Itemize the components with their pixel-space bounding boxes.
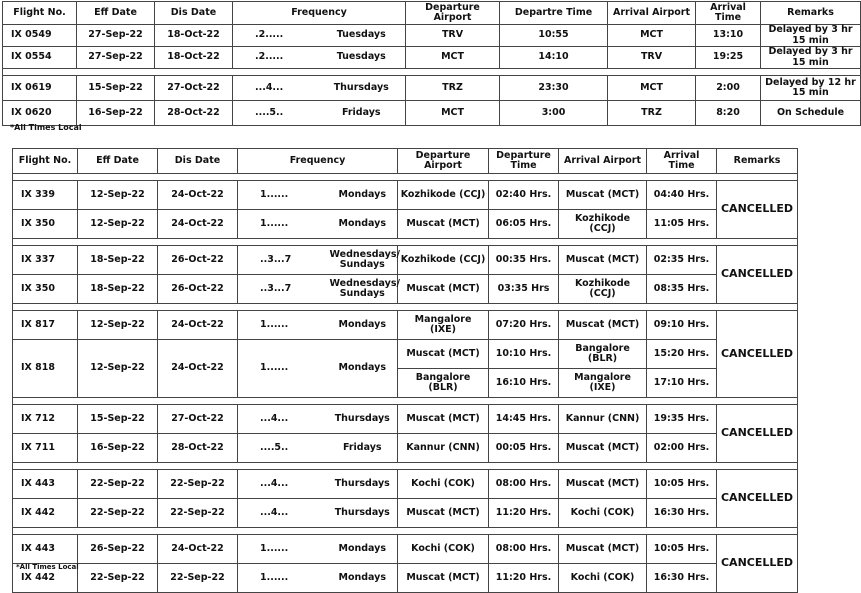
- header-departure-airport: Departure Airport: [406, 2, 500, 25]
- table-row: [13, 564, 798, 593]
- eff-date: 18-Sep-22: [78, 246, 158, 275]
- frequency-code: 1......: [238, 564, 328, 593]
- separator-cell: [13, 174, 798, 181]
- header-arrival-airport: Arrival Airport: [559, 149, 647, 174]
- separator-cell: [13, 398, 798, 405]
- dis-date: 22-Sep-22: [158, 470, 238, 499]
- arrival-time: 11:05 Hrs.: [647, 210, 717, 239]
- header-dis-date: Dis Date: [158, 149, 238, 174]
- departure-airport: Muscat (MCT): [398, 340, 489, 369]
- frequency-code: ....5..: [238, 434, 328, 463]
- separator-cell: [13, 528, 798, 535]
- table-row: [13, 535, 798, 564]
- dis-date: 24-Oct-22: [158, 210, 238, 239]
- flight-no: IX 350: [13, 210, 78, 239]
- table-row: [13, 405, 798, 434]
- flight-no: IX 0549: [3, 25, 77, 47]
- frequency-day: Fridays: [328, 434, 398, 463]
- arrival-time: 10:05 Hrs.: [647, 470, 717, 499]
- dis-date: 27-Oct-22: [155, 76, 233, 101]
- arrival-airport: Kannur (CNN): [559, 405, 647, 434]
- eff-date: 12-Sep-22: [78, 210, 158, 239]
- group-separator: [13, 239, 798, 246]
- arrival-airport: Muscat (MCT): [559, 311, 647, 340]
- departure-time: 3:00: [500, 101, 608, 126]
- group-separator: [13, 398, 798, 405]
- flight-no: IX 443: [13, 470, 78, 499]
- frequency-day: Mondays: [328, 564, 398, 593]
- arrival-time: 16:30 Hrs.: [647, 499, 717, 528]
- departure-airport: Kochi (COK): [398, 470, 489, 499]
- flight-no: IX 350: [13, 275, 78, 304]
- arrival-airport: Kochi (COK): [559, 564, 647, 593]
- frequency-code: 1......: [238, 340, 328, 398]
- header-departure-time: Departre Time: [500, 2, 608, 25]
- group-separator: [3, 69, 861, 76]
- dis-date: 22-Sep-22: [158, 564, 238, 593]
- departure-time: 03:35 Hrs: [489, 275, 559, 304]
- arrival-time: 19:35 Hrs.: [647, 405, 717, 434]
- dis-date: 24-Oct-22: [158, 311, 238, 340]
- header-arrival-time: Arrival Time: [696, 2, 761, 25]
- remarks: Delayed by 3 hr 15 min: [761, 47, 861, 69]
- arrival-airport: Muscat (MCT): [559, 181, 647, 210]
- departure-airport: TRZ: [406, 76, 500, 101]
- header-flight-no: Flight No.: [13, 149, 78, 174]
- dis-date: 26-Oct-22: [158, 246, 238, 275]
- departure-airport: MCT: [406, 101, 500, 126]
- arrival-airport: Kozhikode (CCJ): [559, 210, 647, 239]
- flight-no: IX 712: [13, 405, 78, 434]
- frequency-day: Fridays: [318, 101, 406, 126]
- remarks: Delayed by 12 hr 15 min: [761, 76, 861, 101]
- table-row: [13, 311, 798, 340]
- frequency-code: 1......: [238, 311, 328, 340]
- arrival-time: 04:40 Hrs.: [647, 181, 717, 210]
- arrival-airport: Bangalore (BLR): [559, 340, 647, 369]
- frequency-code: ...4...: [238, 499, 328, 528]
- header-dis-date: Dis Date: [155, 2, 233, 25]
- remarks-cancelled: CANCELLED: [717, 470, 798, 528]
- arrival-airport: TRV: [608, 47, 696, 69]
- frequency-code: ..3...7: [238, 246, 328, 275]
- departure-time: 14:10: [500, 47, 608, 69]
- table-row: [13, 499, 798, 528]
- frequency-day: Thursdays: [318, 76, 406, 101]
- dis-date: 24-Oct-22: [158, 181, 238, 210]
- header-flight-no: Flight No.: [3, 2, 77, 25]
- arrival-time: 8:20: [696, 101, 761, 126]
- frequency-day: Mondays: [328, 535, 398, 564]
- frequency-day: Thursdays: [328, 405, 398, 434]
- departure-airport: MCT: [406, 47, 500, 69]
- departure-airport: Muscat (MCT): [398, 499, 489, 528]
- departure-airport: Bangalore (BLR): [398, 369, 489, 398]
- times-local-note: *All Times Local: [16, 563, 79, 571]
- delayed-flights-table: [2, 1, 861, 126]
- header-departure-time: Departure Time: [489, 149, 559, 174]
- departure-airport: Kozhikode (CCJ): [398, 246, 489, 275]
- header-remarks: Remarks: [761, 2, 861, 25]
- dis-date: 18-Oct-22: [155, 25, 233, 47]
- arrival-time: 15:20 Hrs.: [647, 340, 717, 369]
- eff-date: 27-Sep-22: [77, 25, 155, 47]
- arrival-time: 09:10 Hrs.: [647, 311, 717, 340]
- eff-date: 12-Sep-22: [78, 181, 158, 210]
- table-row: [13, 181, 798, 210]
- arrival-airport: Muscat (MCT): [559, 246, 647, 275]
- dis-date: 22-Sep-22: [158, 499, 238, 528]
- header-eff-date: Eff Date: [77, 2, 155, 25]
- cancelled-flights-table: [12, 148, 798, 593]
- arrival-time: 19:25: [696, 47, 761, 69]
- table-row: [3, 25, 861, 47]
- table-row: [3, 76, 861, 101]
- arrival-airport: Kochi (COK): [559, 499, 647, 528]
- table-row: [13, 470, 798, 499]
- flight-no: IX 0619: [3, 76, 77, 101]
- separator-cell: [13, 304, 798, 311]
- separator-cell: [13, 239, 798, 246]
- eff-date: 18-Sep-22: [78, 275, 158, 304]
- arrival-time: 02:35 Hrs.: [647, 246, 717, 275]
- arrival-airport: MCT: [608, 76, 696, 101]
- arrival-time: 02:00 Hrs.: [647, 434, 717, 463]
- flight-no: IX 442: [13, 499, 78, 528]
- remarks-cancelled: CANCELLED: [717, 405, 798, 463]
- frequency-day: Wednesdays/ Sundays: [328, 246, 398, 275]
- arrival-time: 2:00: [696, 76, 761, 101]
- frequency-day: Wednesdays/ Sundays: [328, 275, 398, 304]
- frequency-day: Mondays: [328, 340, 398, 398]
- eff-date: 22-Sep-22: [78, 564, 158, 593]
- table-row: [3, 101, 861, 126]
- departure-time: 16:10 Hrs.: [489, 369, 559, 398]
- eff-date: 26-Sep-22: [78, 535, 158, 564]
- departure-airport: TRV: [406, 25, 500, 47]
- departure-airport: Kochi (COK): [398, 535, 489, 564]
- eff-date: 15-Sep-22: [77, 76, 155, 101]
- remarks-cancelled: CANCELLED: [717, 535, 798, 593]
- group-separator: [13, 528, 798, 535]
- departure-time: 00:05 Hrs.: [489, 434, 559, 463]
- separator-cell: [13, 463, 798, 470]
- arrival-time: 08:35 Hrs.: [647, 275, 717, 304]
- arrival-airport: Muscat (MCT): [559, 470, 647, 499]
- eff-date: 12-Sep-22: [78, 311, 158, 340]
- flight-no: IX 0554: [3, 47, 77, 69]
- header-eff-date: Eff Date: [78, 149, 158, 174]
- frequency-day: Tuesdays: [318, 25, 406, 47]
- departure-airport: Muscat (MCT): [398, 405, 489, 434]
- separator-cell: [3, 69, 861, 76]
- eff-date: 22-Sep-22: [78, 470, 158, 499]
- header-remarks: Remarks: [717, 149, 798, 174]
- remarks-cancelled: CANCELLED: [717, 311, 798, 398]
- arrival-airport: Kozhikode (CCJ): [559, 275, 647, 304]
- arrival-time: 13:10: [696, 25, 761, 47]
- dis-date: 28-Oct-22: [155, 101, 233, 126]
- departure-time: 00:35 Hrs.: [489, 246, 559, 275]
- arrival-airport: Mangalore (IXE): [559, 369, 647, 398]
- table-header-row: [13, 149, 798, 174]
- dis-date: 27-Oct-22: [158, 405, 238, 434]
- frequency-code: ..3...7: [238, 275, 328, 304]
- flight-no: IX 443: [13, 535, 78, 564]
- frequency-day: Thursdays: [328, 470, 398, 499]
- arrival-airport: TRZ: [608, 101, 696, 126]
- frequency-code: ...4...: [238, 470, 328, 499]
- times-local-note: *All Times Local: [10, 123, 82, 132]
- flight-no: IX 817: [13, 311, 78, 340]
- arrival-airport: MCT: [608, 25, 696, 47]
- remarks-cancelled: CANCELLED: [717, 246, 798, 304]
- frequency-day: Mondays: [328, 181, 398, 210]
- departure-time: 23:30: [500, 76, 608, 101]
- departure-time: 11:20 Hrs.: [489, 564, 559, 593]
- flight-no: IX 711: [13, 434, 78, 463]
- frequency-code: ...4...: [238, 405, 328, 434]
- eff-date: 12-Sep-22: [78, 340, 158, 398]
- header-frequency: Frequency: [238, 149, 398, 174]
- header-arrival-time: Arrival Time: [647, 149, 717, 174]
- table-row: [13, 434, 798, 463]
- group-separator: [13, 174, 798, 181]
- departure-time: 11:20 Hrs.: [489, 499, 559, 528]
- departure-time: 08:00 Hrs.: [489, 535, 559, 564]
- flight-no: IX 339: [13, 181, 78, 210]
- dis-date: 24-Oct-22: [158, 535, 238, 564]
- remarks: Delayed by 3 hr 15 min: [761, 25, 861, 47]
- eff-date: 22-Sep-22: [78, 499, 158, 528]
- frequency-code: 1......: [238, 181, 328, 210]
- departure-time: 10:55: [500, 25, 608, 47]
- arrival-airport: Muscat (MCT): [559, 535, 647, 564]
- dis-date: 18-Oct-22: [155, 47, 233, 69]
- dis-date: 24-Oct-22: [158, 340, 238, 398]
- departure-airport: Kannur (CNN): [398, 434, 489, 463]
- table-row: [3, 47, 861, 69]
- dis-date: 28-Oct-22: [158, 434, 238, 463]
- remarks-cancelled: CANCELLED: [717, 181, 798, 239]
- arrival-time: 16:30 Hrs.: [647, 564, 717, 593]
- header-departure-airport: Departure Airport: [398, 149, 489, 174]
- departure-airport: Muscat (MCT): [398, 564, 489, 593]
- table-row: [13, 246, 798, 275]
- arrival-time: 10:05 Hrs.: [647, 535, 717, 564]
- frequency-code: 1......: [238, 535, 328, 564]
- table-row: [13, 210, 798, 239]
- flight-no: IX 442: [13, 564, 78, 593]
- departure-airport: Mangalore (IXE): [398, 311, 489, 340]
- header-frequency: Frequency: [233, 2, 406, 25]
- departure-time: 14:45 Hrs.: [489, 405, 559, 434]
- frequency-code: 1......: [238, 210, 328, 239]
- flight-no: IX 818: [13, 340, 78, 398]
- group-separator: [13, 463, 798, 470]
- departure-time: 02:40 Hrs.: [489, 181, 559, 210]
- eff-date: 16-Sep-22: [78, 434, 158, 463]
- table-row: [13, 275, 798, 304]
- departure-time: 07:20 Hrs.: [489, 311, 559, 340]
- table-row: [13, 340, 798, 369]
- frequency-day: Tuesdays: [318, 47, 406, 69]
- departure-airport: Muscat (MCT): [398, 210, 489, 239]
- header-arrival-airport: Arrival Airport: [608, 2, 696, 25]
- departure-time: 08:00 Hrs.: [489, 470, 559, 499]
- departure-time: 06:05 Hrs.: [489, 210, 559, 239]
- departure-time: 10:10 Hrs.: [489, 340, 559, 369]
- dis-date: 26-Oct-22: [158, 275, 238, 304]
- frequency-code: .2.....: [233, 47, 318, 69]
- arrival-time: 17:10 Hrs.: [647, 369, 717, 398]
- frequency-code: ....5..: [233, 101, 318, 126]
- frequency-day: Mondays: [328, 311, 398, 340]
- table-header-row: [3, 2, 861, 25]
- frequency-code: .2.....: [233, 25, 318, 47]
- remarks: On Schedule: [761, 101, 861, 126]
- flight-no: IX 337: [13, 246, 78, 275]
- departure-airport: Muscat (MCT): [398, 275, 489, 304]
- flight-no: IX 0620: [3, 101, 77, 126]
- departure-airport: Kozhikode (CCJ): [398, 181, 489, 210]
- frequency-day: Mondays: [328, 210, 398, 239]
- frequency-code: ...4...: [233, 76, 318, 101]
- eff-date: 16-Sep-22: [77, 101, 155, 126]
- group-separator: [13, 304, 798, 311]
- eff-date: 27-Sep-22: [77, 47, 155, 69]
- frequency-day: Thursdays: [328, 499, 398, 528]
- arrival-airport: Muscat (MCT): [559, 434, 647, 463]
- eff-date: 15-Sep-22: [78, 405, 158, 434]
